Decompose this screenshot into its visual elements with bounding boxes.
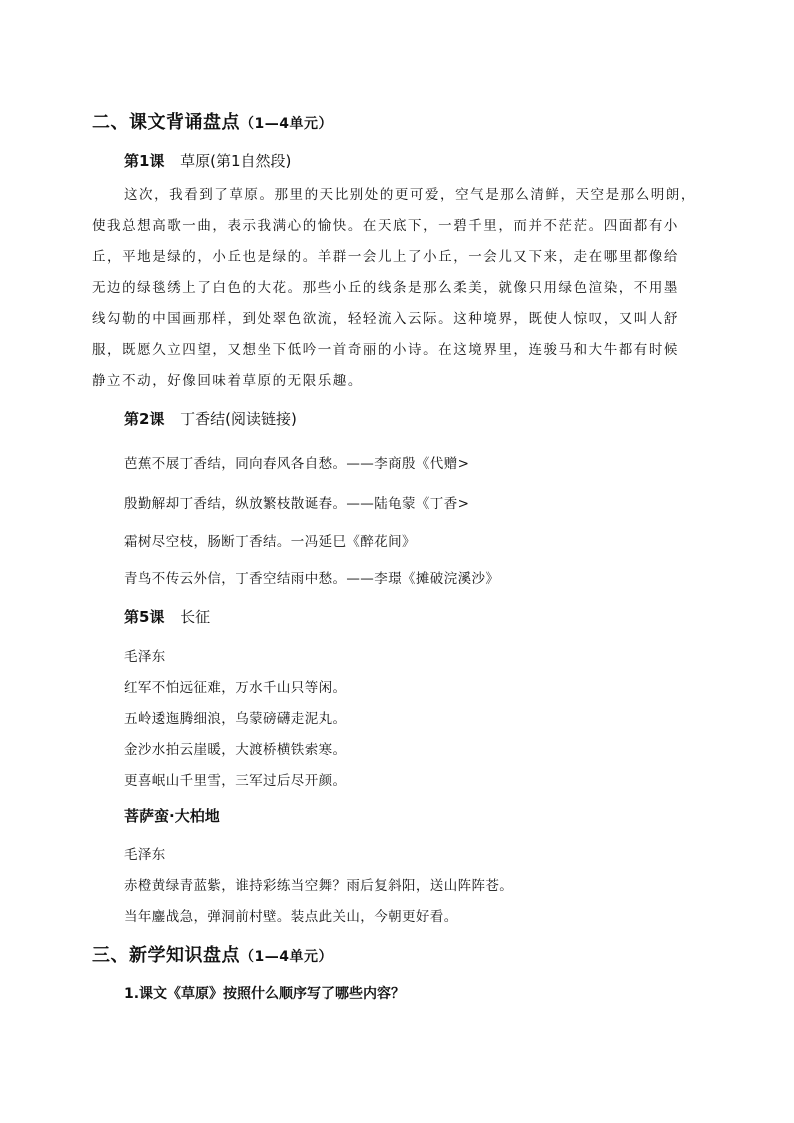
section-2-heading bbox=[92, 108, 333, 134]
lesson-5-line-3: 金沙水拍云崖暖，大渡桥横铁索寒。 bbox=[124, 742, 347, 758]
section-2-range: （1—4单元） bbox=[240, 116, 333, 132]
lesson-5-title: 长征 bbox=[180, 608, 211, 626]
lesson-5-line-1: 红军不怕远征难，万水千山只等闲。 bbox=[124, 680, 347, 696]
lesson-1-line-5: 线勾勒的中国画那样，到处翠色欲流，轻轻流入云际。这种境界，既使人惊叹，又叫人舒 bbox=[92, 311, 679, 327]
lesson-2-poem-4: 青鸟不传云外信，丁香空结雨中愁。——李璟《摊破浣溪沙》 bbox=[124, 571, 500, 587]
lesson-1-line-7: 静立不动，好像回味着草原的无限乐趣。 bbox=[92, 373, 363, 389]
lesson-2-poem-2: 殷勤解却丁香结，纵放繁枝散诞春。——陆龟蒙《丁香> bbox=[124, 496, 470, 512]
lesson-2-number: 第2课 bbox=[124, 410, 165, 428]
lesson-1-number: 第1课 bbox=[124, 152, 165, 170]
lesson-2-poem-1: 芭蕉不展丁香结，同向春风各自愁。——李商殷《代赠> bbox=[124, 456, 470, 472]
poem-2-line-1: 赤橙黄绿青蓝紫，谁持彩练当空舞？雨后复斜阳，送山阵阵苍。 bbox=[124, 878, 514, 894]
lesson-1-line-3: 丘，平地是绿的，小丘也是绿的。羊群一会儿上了小丘，一会儿又下来，走在哪里都像给 bbox=[92, 249, 679, 265]
lesson-1-title: 草原(第1自然段) bbox=[180, 152, 292, 170]
lesson-5-line-2: 五岭逶迤腾细浪，乌蒙磅礴走泥丸。 bbox=[124, 711, 347, 727]
lesson-1-line-2: 使我总想高歌一曲，表示我满心的愉快。在天底下，一碧千里，而并不茫茫。四面都有小 bbox=[92, 218, 679, 234]
poem-2-author: 毛泽东 bbox=[124, 847, 166, 863]
lesson-5-author: 毛泽东 bbox=[124, 649, 166, 665]
lesson-5-heading bbox=[124, 606, 210, 627]
section-3-title: 三、新学知识盘点 bbox=[92, 945, 240, 966]
poem-2-line-2: 当年鏖战急，弹洞前村壁。装点此关山，今朝更好看。 bbox=[124, 909, 458, 925]
lesson-2-poem-3: 霜树尽空枝，肠断丁香结。一冯延巳《醉花间》 bbox=[124, 534, 416, 550]
section-3-range: （1—4单元） bbox=[240, 949, 333, 965]
lesson-5-number: 第5课 bbox=[124, 608, 165, 626]
question-1: 1.课文《草原》按照什么顺序写了哪些内容？ bbox=[124, 986, 406, 1002]
poem-2-title: 菩萨蛮·大柏地 bbox=[124, 807, 220, 825]
section-3-heading bbox=[92, 941, 333, 967]
lesson-2-heading bbox=[124, 408, 297, 429]
section-2-title: 二、课文背诵盘点 bbox=[92, 112, 240, 133]
lesson-2-title: 丁香结(阅读链接) bbox=[180, 410, 297, 428]
lesson-1-line-4: 无边的绿毯绣上了白色的大花。那些小丘的线条是那么柔美，就像只用绿色渲染，不用墨 bbox=[92, 280, 679, 296]
lesson-1-heading bbox=[124, 150, 291, 171]
lesson-5-line-4: 更喜岷山千里雪，三军过后尽开颜。 bbox=[124, 773, 347, 789]
lesson-1-line-6: 服，既愿久立四望，又想坐下低吟一首奇丽的小诗。在这境界里，连骏马和大牛都有时候 bbox=[92, 342, 679, 358]
lesson-1-line-1: 这次，我看到了草原。那里的天比别处的更可爱，空气是那么清鲜，天空是那么明朗， bbox=[124, 187, 696, 203]
